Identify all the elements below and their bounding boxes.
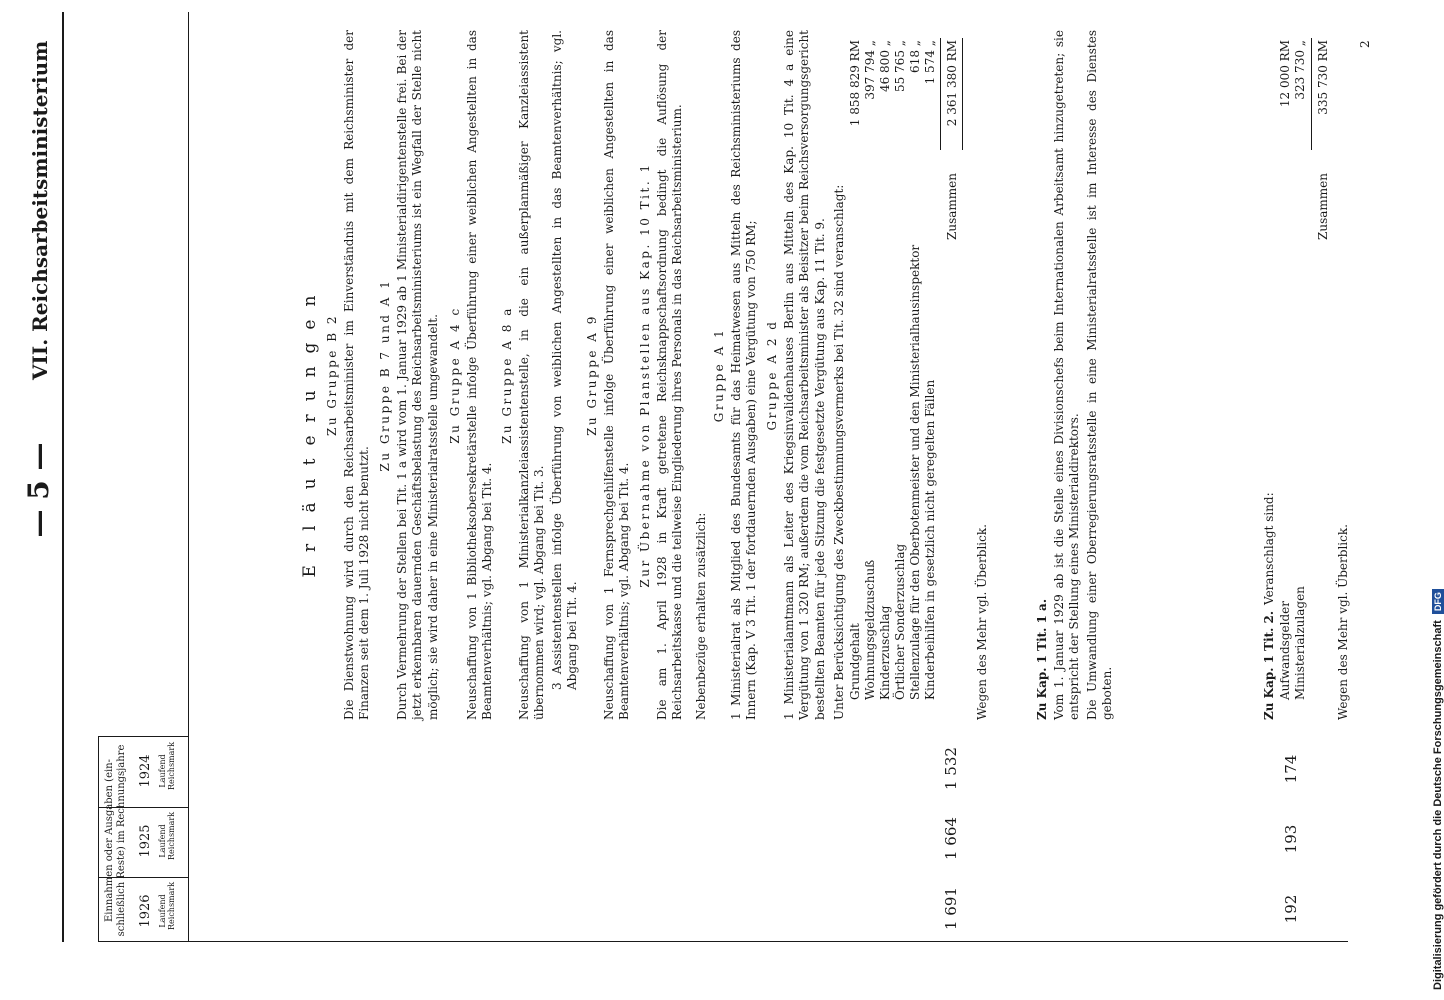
erlaeuterungen-title: Erläuterungen [300, 282, 320, 578]
unit-1924: Laufend Reichsmark [158, 741, 176, 790]
kap2-zusammen-value: 335 730 RM [1316, 40, 1330, 115]
text-kap2-intro: Veranschlagt sind: [1262, 492, 1276, 605]
text-veranschlagt: Unter Berücksichtigung des Zweckbestimmungsvermerks bei Tit. 32 sind veranschlagt: [832, 184, 846, 720]
footnote-number: 2 [1358, 40, 1372, 48]
heading-uebernahme: Zur Übernahme von Planstellen aus Kap. 10 Tit. 1 [638, 162, 652, 588]
item-label-6: Kinderbeihilfen in gesetzlich nicht geregelten Fällen [923, 379, 937, 700]
item-value-3: 46 800 „ [878, 40, 892, 93]
heading-kap1-tit1a: Zu Kap. 1 Tit. 1 a. [1035, 598, 1049, 720]
dfg-logo-badge: DFG [1432, 589, 1444, 614]
text-gruppe-a1: 1 Ministerialrat als Mitglied des Bundesamts für das Heimatwesen aus Mitteln des Reichsministeriums des Innern (Kap. V 3 Tit. 1 der fortdauernden Ausgaben) eine Vergütung von 750 RM; [729, 30, 759, 720]
unit-1926: Laufend Reichsmark [158, 881, 176, 930]
item-label-5: Stellenzulage für den Oberbotenmeister und den Ministerialhausinspektor [908, 244, 922, 700]
text-gruppe-b7: Durch Vermehrung der Stellen bei Tit. 1 a wird vom 1. Januar 1929 ab 1 Ministerialdirigentenstelle frei. Bei der jetzt erkennbaren dauernden Geschäftsbelastung des Reichsarbeitsministeriums ist ein Wegfall der Stelle nicht möglich; sie wird daher in eine Ministerialratsstelle umgewandelt. [395, 30, 440, 720]
header-rule [62, 12, 64, 942]
kap2-item-label-2: Ministerialzulagen [1293, 586, 1307, 700]
text-gruppe-a9: Neuschaffung von 1 Fernsprechgehilfenstelle infolge Überführung einer weiblichen Angestellten in das Beamtenverhältnis; vgl. Abgang bei Tit. 4. [602, 30, 632, 720]
column-divider [188, 12, 189, 942]
kap2-zusammen-label: Zusammen [1316, 173, 1330, 240]
text-gruppe-a8a-1: Neuschaffung von 1 Ministerialkanzleiassistentenstelle, in die ein außerplanmäßiger Kanzleiassistent übernommen wird; vgl. Abgang bei Tit. 3. [517, 30, 547, 720]
zusammen-label: Zusammen [945, 173, 959, 240]
digitization-credit [1432, 589, 1444, 990]
text-kap1-tit1a-1: Vom 1. Januar 1929 ab ist die Stelle eines Divisionschefs beim Internationalen Arbeitsamt hinzugetreten; sie entspricht der Stellung eines Ministerialdirektors. [1052, 30, 1082, 720]
value-1924-row2: 174 [1282, 754, 1300, 784]
value-1925-row1: 1 664 [942, 817, 960, 860]
value-1926-row2: 192 [1282, 894, 1300, 924]
item-value-2: 397 794 „ [863, 40, 877, 100]
credit-text: Digitalisierung gefördert durch die Deutsche Forschungsgemeinschaft [1432, 620, 1444, 990]
heading-gruppe-a4c: Zu Gruppe A 4 c [448, 306, 462, 444]
item-value-5: 618 „ [908, 40, 922, 73]
kap2-item-label-1: Aufwandsgelder [1278, 601, 1292, 700]
column-header-rule [98, 737, 99, 942]
column-heading: Einnahmen oder Ausgaben (ein-schließlich Reste) im Rechnungsjahre [104, 744, 127, 937]
value-1926-row1: 1 691 [942, 887, 960, 930]
kap2-item-value-1: 12 000 RM [1278, 40, 1292, 108]
text-gruppe-a2d: 1 Ministerialamtmann als Leiter des Kriegsinvalidenhauses Berlin aus Mitteln des Kap. 10 Tit. 4 a eine Vergütung von 1 320 RM; außerdem die vom Reichsarbeitsminister als Beisitzer beim Reichsversorgungsgericht bestellten Beamten für jede Sitzung die festgesetzte Vergütung aus Kap. 11 Tit. 9. [782, 30, 827, 720]
heading-gruppe-a9: Zu Gruppe A 9 [585, 314, 599, 436]
text-mehr-1: Wegen des Mehr vgl. Überblick. [975, 524, 989, 720]
heading-gruppe-b2: Zu Gruppe B 2 [325, 314, 339, 436]
sum-double-rule [962, 38, 963, 150]
text-gruppe-a4c: Neuschaffung von 1 Bibliotheksobersekretärstelle infolge Überführung einer weiblichen Angestellten in das Beamtenverhältnis; vgl. Abgang bei Tit. 4. [465, 30, 495, 720]
item-label-4: Örtlicher Sonderzuschlag [893, 543, 907, 700]
text-gruppe-a8a-2: 3 Assistentenstellen infolge Überführung von weiblichen Angestellten in das Beamtenverhältnis; vgl. Abgang bei Tit. 4. [550, 30, 580, 690]
text-gruppe-b2: Die Dienstwohnung wird durch den Reichsarbeitsminister im Einverständnis mit dem Reichsminister der Finanzen seit dem 1. Juli 1928 nicht benutzt. [342, 30, 372, 720]
col-sep-3 [98, 736, 188, 737]
item-value-1: 1 858 829 RM [848, 40, 862, 127]
text-nebenbezuege: Nebenbezüge erhalten zusätzlich: [694, 512, 708, 720]
page-number: — 5 — [22, 442, 55, 538]
kap2-sum-rule [1311, 38, 1312, 150]
item-label-3: Kinderzuschlag [878, 605, 892, 700]
unit-1925: Laufend Reichsmark [158, 811, 176, 860]
sum-rule [940, 38, 941, 150]
item-label-1: Grundgehalt [848, 623, 862, 700]
text-mehr-2: Wegen des Mehr vgl. Überblick. [1336, 524, 1350, 720]
heading-gruppe-b7: Zu Gruppe B 7 und A 1 [378, 278, 392, 472]
heading-kap1-tit2: Zu Kap. 1 Tit. 2. [1262, 610, 1276, 720]
text-kap1-tit1a-2: Die Umwandlung einer Oberregierungsratsstelle in eine Ministerialratsstelle ist im Interesse des Dienstes geboten. [1085, 30, 1115, 720]
heading-gruppe-a8a: Zu Gruppe A 8 a [500, 306, 514, 444]
item-value-4: 55 765 „ [893, 40, 907, 93]
kap2-item-value-2: 323 730 „ [1293, 40, 1307, 100]
value-1924-row1: 1 532 [942, 747, 960, 790]
item-label-2: Wohnungsgeldzuschuß [863, 559, 877, 700]
year-1925: 1925 [138, 824, 153, 858]
zusammen-value: 2 361 380 RM [945, 40, 959, 127]
col-sep-4 [98, 941, 1348, 942]
heading-gruppe-a1: Gruppe A 1 [712, 327, 726, 423]
year-1926: 1926 [138, 894, 153, 928]
year-1924: 1924 [138, 754, 153, 788]
text-uebernahme: Die am 1. April 1928 in Kraft getretene Reichsknappschaftsordnung bedingt die Auflösung der Reichsarbeitskasse und die teilweise Eingliederung ihres Personals in das Reichsarbeitsministerium. [655, 30, 685, 720]
section-title: VII. Reichsarbeitsministerium [28, 40, 52, 380]
item-value-6: 1 574 „ [923, 40, 937, 85]
heading-gruppe-a2d: Gruppe A 2 d [765, 319, 779, 431]
value-1925-row2: 193 [1282, 824, 1300, 854]
